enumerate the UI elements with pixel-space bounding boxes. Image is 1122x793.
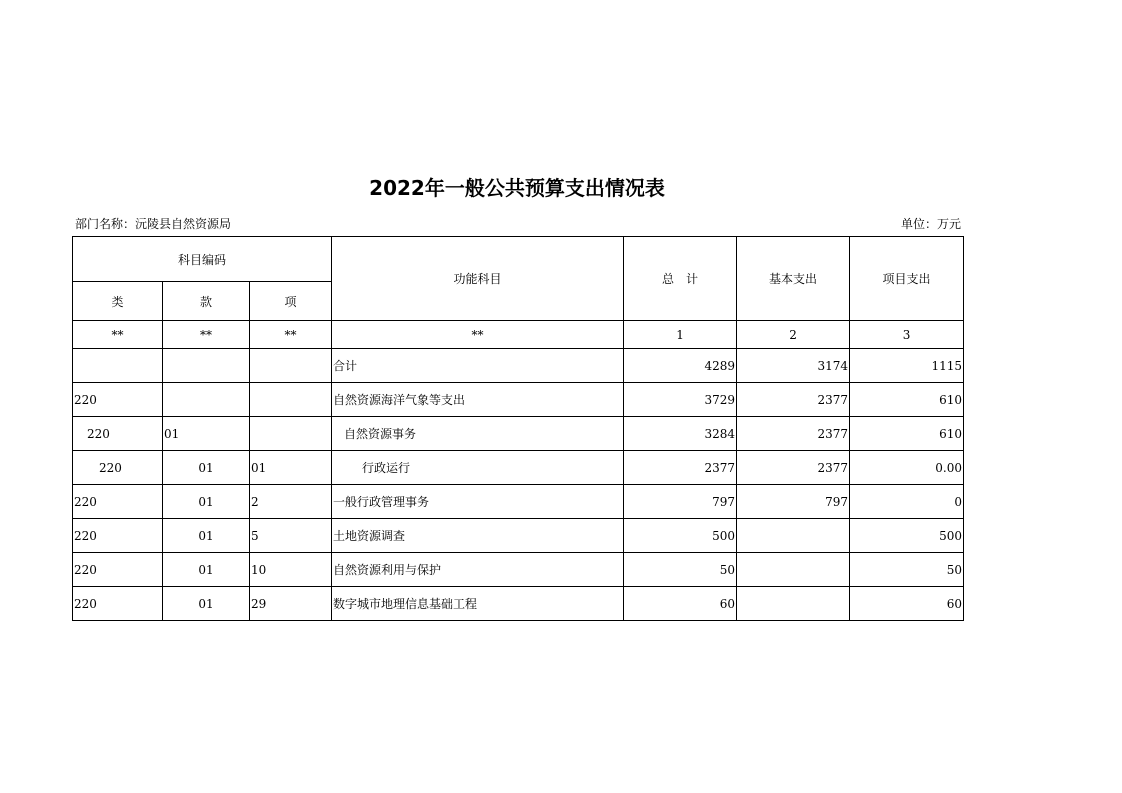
header-total: 总 计 bbox=[624, 237, 737, 321]
cell-project: 50 bbox=[850, 553, 964, 587]
header-kuan: 款 bbox=[163, 282, 250, 321]
cell-basic bbox=[737, 587, 850, 621]
table-row bbox=[73, 451, 964, 485]
cell-kuan: 01 bbox=[163, 417, 250, 451]
cell-function-name: 土地资源调查 bbox=[332, 519, 624, 553]
cell-kuan: 01 bbox=[163, 519, 250, 553]
header-xiang: 项 bbox=[250, 282, 332, 321]
index-cell: 2 bbox=[737, 321, 850, 349]
cell-project: 610 bbox=[850, 417, 964, 451]
cell-total: 3284 bbox=[624, 417, 737, 451]
cell-total: 4289 bbox=[624, 349, 737, 383]
cell-function-name: 自然资源利用与保护 bbox=[332, 553, 624, 587]
cell-xiang: 10 bbox=[250, 553, 332, 587]
index-cell: ** bbox=[73, 321, 163, 349]
department-name: 部门名称：沅陵县自然资源局 bbox=[75, 217, 232, 231]
cell-function-name: 行政运行 bbox=[332, 451, 624, 485]
cell-xiang bbox=[250, 417, 332, 451]
cell-basic: 2377 bbox=[737, 417, 850, 451]
cell-total: 2377 bbox=[624, 451, 737, 485]
cell-total: 3729 bbox=[624, 383, 737, 417]
index-cell: ** bbox=[332, 321, 624, 349]
index-row bbox=[73, 321, 964, 349]
budget-table bbox=[72, 236, 964, 621]
cell-function-name: 自然资源事务 bbox=[332, 417, 624, 451]
header-lei: 类 bbox=[73, 282, 163, 321]
cell-function-name: 数字城市地理信息基础工程 bbox=[332, 587, 624, 621]
cell-lei: 220 bbox=[73, 417, 163, 451]
cell-lei: 220 bbox=[73, 485, 163, 519]
cell-lei: 220 bbox=[73, 587, 163, 621]
header-basic: 基本支出 bbox=[737, 237, 850, 321]
header-project: 项目支出 bbox=[850, 237, 964, 321]
cell-basic: 3174 bbox=[737, 349, 850, 383]
cell-basic bbox=[737, 553, 850, 587]
cell-total: 500 bbox=[624, 519, 737, 553]
cell-lei: 220 bbox=[73, 519, 163, 553]
cell-function-name: 自然资源海洋气象等支出 bbox=[332, 383, 624, 417]
cell-total: 50 bbox=[624, 553, 737, 587]
cell-project: 0 bbox=[850, 485, 964, 519]
cell-total: 797 bbox=[624, 485, 737, 519]
index-cell: 1 bbox=[624, 321, 737, 349]
cell-total: 60 bbox=[624, 587, 737, 621]
cell-kuan: 01 bbox=[163, 451, 250, 485]
cell-function-name: 一般行政管理事务 bbox=[332, 485, 624, 519]
header-function: 功能科目 bbox=[332, 237, 624, 321]
cell-basic: 2377 bbox=[737, 451, 850, 485]
cell-xiang bbox=[250, 383, 332, 417]
cell-lei bbox=[73, 349, 163, 383]
cell-function-name: 合计 bbox=[332, 349, 624, 383]
cell-lei: 220 bbox=[73, 553, 163, 587]
table-row bbox=[73, 485, 964, 519]
cell-kuan: 01 bbox=[163, 587, 250, 621]
cell-xiang: 29 bbox=[250, 587, 332, 621]
cell-project: 1115 bbox=[850, 349, 964, 383]
unit-label: 单位：万元 bbox=[900, 217, 961, 231]
table-row bbox=[73, 587, 964, 621]
cell-xiang bbox=[250, 349, 332, 383]
header-row-1 bbox=[73, 237, 964, 282]
index-cell: 3 bbox=[850, 321, 964, 349]
table-row bbox=[73, 383, 964, 417]
index-cell: ** bbox=[250, 321, 332, 349]
cell-project: 610 bbox=[850, 383, 964, 417]
cell-basic: 797 bbox=[737, 485, 850, 519]
index-cell: ** bbox=[163, 321, 250, 349]
cell-kuan bbox=[163, 349, 250, 383]
cell-project: 60 bbox=[850, 587, 964, 621]
header-code-group: 科目编码 bbox=[73, 237, 332, 282]
table-row bbox=[73, 417, 964, 451]
cell-basic: 2377 bbox=[737, 383, 850, 417]
cell-project: 500 bbox=[850, 519, 964, 553]
cell-project: 0.00 bbox=[850, 451, 964, 485]
cell-kuan: 01 bbox=[163, 485, 250, 519]
page-title: 2022年一般公共预算支出情况表 bbox=[369, 176, 665, 200]
cell-lei: 220 bbox=[73, 383, 163, 417]
cell-xiang: 01 bbox=[250, 451, 332, 485]
cell-xiang: 2 bbox=[250, 485, 332, 519]
table-row bbox=[73, 349, 964, 383]
table-row bbox=[73, 553, 964, 587]
table-row bbox=[73, 519, 964, 553]
cell-kuan bbox=[163, 383, 250, 417]
cell-basic bbox=[737, 519, 850, 553]
cell-lei: 220 bbox=[73, 451, 163, 485]
cell-xiang: 5 bbox=[250, 519, 332, 553]
cell-kuan: 01 bbox=[163, 553, 250, 587]
